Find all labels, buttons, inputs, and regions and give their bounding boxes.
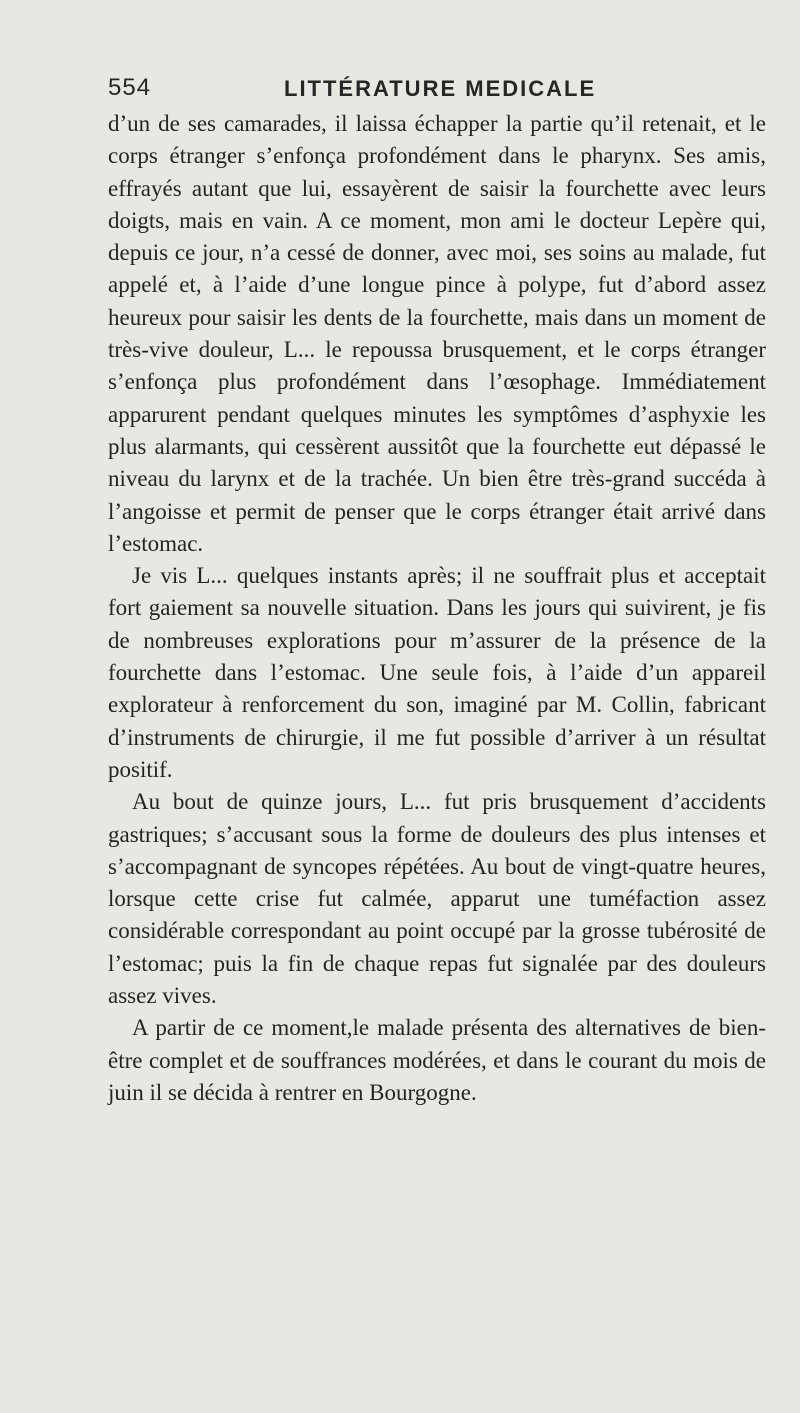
paragraph-2: Je vis L... quelques instants après; il ne souffrait plus et acceptait fort gaiement sa nouvelle situation. Dans les jours qui suivirent, je fis de nombreuses explorations pour m’assurer de la présence de la fourchette dans l’estomac. Une seule fois, à l’aide d’un appareil explorateur à renforcement du son, imaginé par M. Collin, fabricant d’instruments de chirurgie, il me fut possible d’arriver à un résultat positif.: [108, 563, 766, 782]
body-text: [108, 108, 766, 1109]
running-title: LITTÉRATURE MEDICALE: [284, 76, 597, 101]
page-number: 554: [108, 74, 152, 101]
running-header: [108, 74, 766, 108]
paragraph-4: A partir de ce moment,le malade présenta des alternatives de bien-être complet et de souffrances modérées, et dans le courant du mois de juin il se décida à rentrer en Bourgogne.: [108, 1015, 766, 1105]
paragraph-3: Au bout de quinze jours, L... fut pris brusquement d’accidents gastriques; s’accusant sous la forme de douleurs des plus intenses et s’accompagnant de syncopes répétées. Au bout de vingt-quatre heures, lorsque cette crise fut calmée, apparut une tuméfaction assez considérable correspondant au point occupé par la grosse tubérosité de l’estomac; puis la fin de chaque repas fut signalée par des douleurs assez vives.: [108, 789, 766, 1009]
paragraph-1: d’un de ses camarades, il laissa échapper la partie qu’il retenait, et le corps étranger s’enfonça profondément dans le pharynx. Ses amis, effrayés autant que lui, essayèrent de saisir la fourchette avec leurs doigts, mais en vain. A ce moment, mon ami le docteur Lepère qui, depuis ce jour, n’a cessé de donner, avec moi, ses soins au malade, fut appelé et, à l’aide d’une longue pince à polype, fut d’abord assez heureux pour saisir les dents de la fourchette, mais dans un moment de très-vive douleur, L... le repoussa brusquement, et le corps étranger s’enfonça plus profondément dans l’œsophage. Immédiatement apparurent pendant quelques minutes les symptômes d’asphyxie les plus alarmants, qui cessèrent aussitôt que la fourchette eut dépassé le niveau du larynx et de la trachée. Un bien être très-grand succéda à l’angoisse et permit de penser que le corps étranger était arrivé dans l’estomac.: [108, 111, 766, 556]
